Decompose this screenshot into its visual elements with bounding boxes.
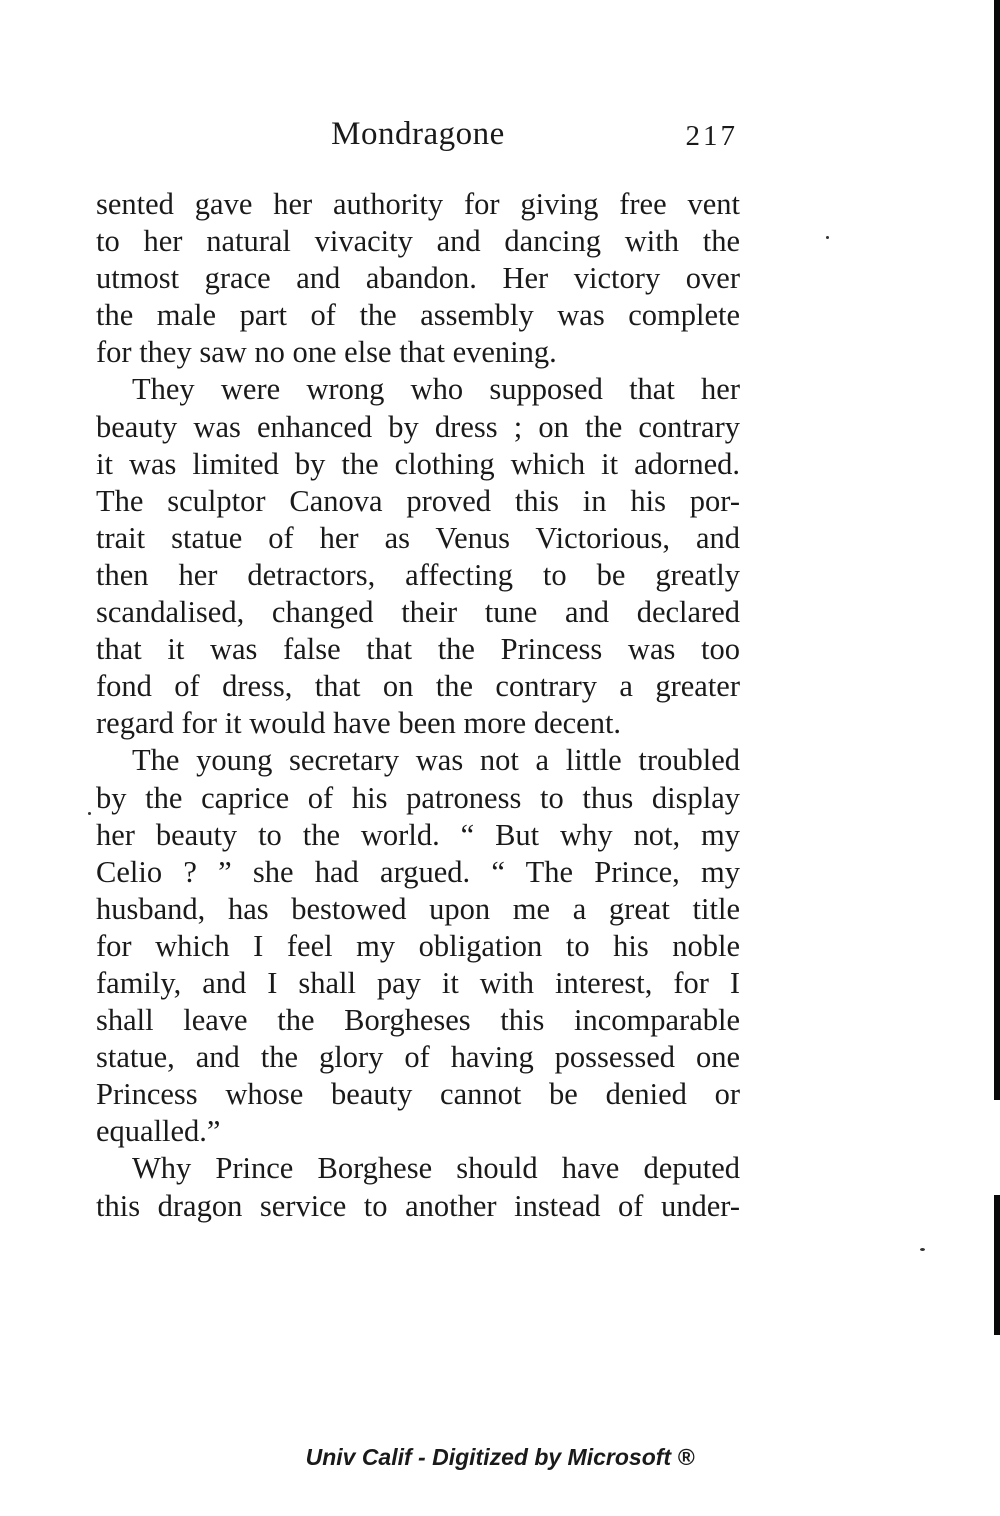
text-line: to her natural vivacity and dancing with the — [96, 224, 740, 259]
scan-speck — [826, 236, 829, 239]
body-text — [96, 186, 740, 1225]
text-line: by the caprice of his patroness to thus display — [96, 780, 740, 815]
text-line: They were wrong who supposed that her — [132, 372, 740, 407]
text-line: that it was false that the Princess was too — [96, 632, 740, 667]
digitization-credit: Univ Calif - Digitized by Microsoft ® — [305, 1444, 695, 1470]
text-line: regard for it would have been more decent. — [96, 706, 622, 741]
paragraph-1 — [96, 186, 740, 371]
scan-edge-shadow — [994, 0, 1000, 1100]
paragraph-4 — [96, 1150, 740, 1224]
text-line: sented gave her authority for giving free vent — [96, 187, 740, 221]
text-line: The sculptor Canova proved this in his por- — [96, 483, 740, 518]
text-line: for which I feel my obligation to his noble — [96, 928, 740, 963]
paragraph-3 — [96, 742, 740, 1150]
text-line: shall leave the Borgheses this incomparable — [96, 1003, 740, 1038]
running-head — [96, 116, 740, 160]
text-line: trait statue of her as Venus Victorious, and — [96, 520, 740, 555]
scan-speck — [88, 812, 91, 815]
text-line: the male part of the assembly was complete — [96, 298, 740, 333]
text-line: for they saw no one else that evening. — [96, 335, 557, 370]
scan-speck — [920, 1248, 925, 1251]
text-line: Why Prince Borghese should have deputed — [132, 1151, 740, 1186]
text-line: fond of dress, that on the contrary a greater — [96, 669, 740, 704]
text-line: The young secretary was not a little troubled — [132, 743, 740, 778]
paragraph-2 — [96, 371, 740, 742]
text-line: Princess whose beauty cannot be denied or — [96, 1077, 740, 1112]
text-line: family, and I shall pay it with interest, for I — [96, 965, 740, 1000]
text-line: her beauty to the world. “ But why not, my — [96, 817, 740, 852]
text-line: this dragon service to another instead of under- — [96, 1188, 740, 1223]
text-line: equalled.” — [96, 1114, 221, 1149]
running-title: Mondragone — [331, 116, 505, 152]
text-line: it was limited by the clothing which it adorned. — [96, 446, 740, 481]
page-number: 217 — [685, 120, 738, 152]
scan-edge-shadow — [994, 1195, 1000, 1335]
text-line: beauty was enhanced by dress ; on the contrary — [96, 409, 740, 444]
text-line: statue, and the glory of having possessed one — [96, 1040, 740, 1075]
text-line: husband, has bestowed upon me a great title — [96, 891, 740, 926]
text-line: Celio ? ” she had argued. “ The Prince, my — [96, 854, 740, 889]
text-line: then her detractors, affecting to be greatly — [96, 557, 740, 592]
text-line: utmost grace and abandon. Her victory over — [96, 261, 740, 296]
text-line: scandalised, changed their tune and declared — [96, 595, 740, 630]
